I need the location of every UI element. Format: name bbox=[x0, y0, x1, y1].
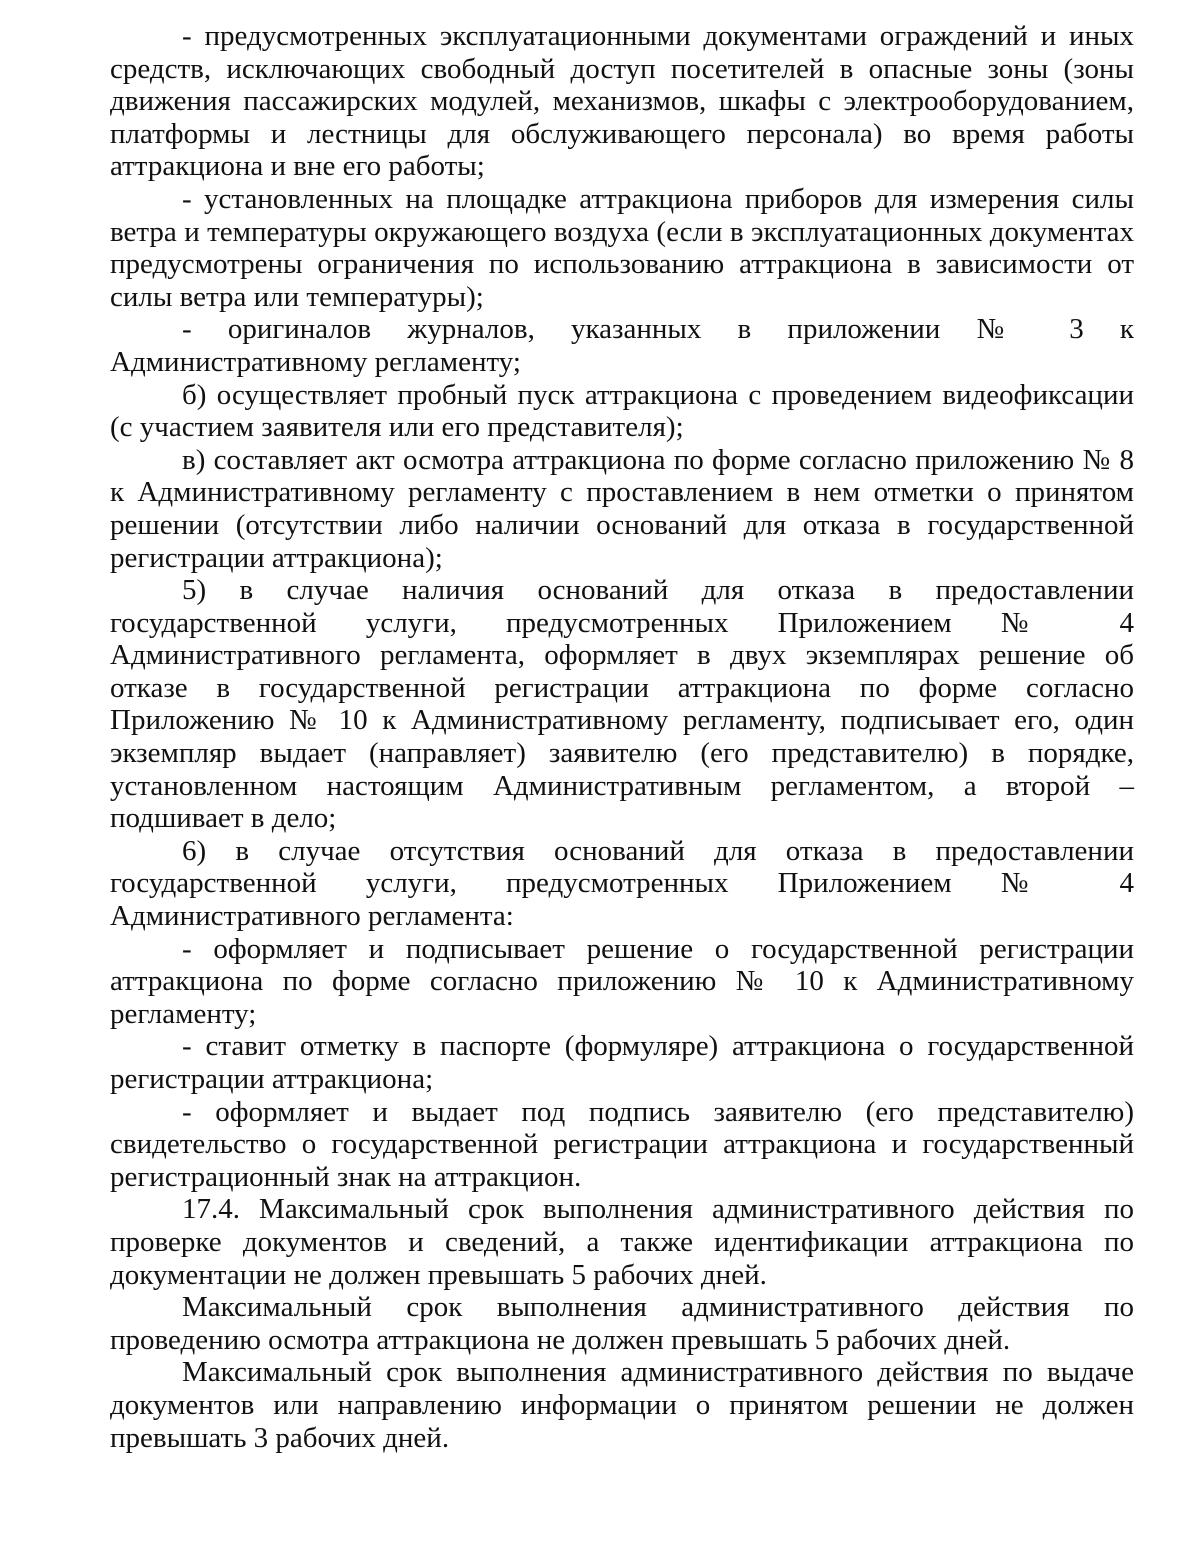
paragraph-17-4: 17.4. Максимальный срок выполнения административного действия по проверке документов и сведений, а также идентификации аттракциона по документации не должен превышать 5 рабочих дней. bbox=[110, 1193, 1134, 1291]
paragraph-refusal: 5) в случае наличия оснований для отказа в предоставлении государственной услуги, предусмотренных Приложением № 4 Административного регламента, оформляет в двух экземплярах решение об отказе в государственной регистрации аттракциона по форме согласно Приложению № 10 к Административному регламенту, подписывает его, один экземпляр выдает (направляет) заявителю (его представителю) в порядке, установленном настоящим Административным регламентом, а второй – подшивает в дело; bbox=[110, 574, 1134, 835]
paragraph-journals: - оригиналов журналов, указанных в приложении № 3 к Административному регламенту; bbox=[110, 313, 1134, 378]
document-page bbox=[110, 20, 1134, 1454]
paragraph-inspection-term: Максимальный срок выполнения административного действия по проведению осмотра аттракциона не должен превышать 5 рабочих дней. bbox=[110, 1291, 1134, 1356]
paragraph-passport-mark: - ставит отметку в паспорте (формуляре) аттракциона о государственной регистрации аттракциона; bbox=[110, 1030, 1134, 1095]
paragraph-certificate: - оформляет и выдает под подпись заявителю (его представителю) свидетельство о государственной регистрации аттракциона и государственный регистрационный знак на аттракцион. bbox=[110, 1095, 1134, 1193]
paragraph-fences: - предусмотренных эксплуатационными документами ограждений и иных средств, исключающих свободный доступ посетителей в опасные зоны (зоны движения пассажирских модулей, механизмов, шкафы с электрооборудованием, платформы и лестницы для обслуживающего персонала) во время работы аттракциона и вне его работы; bbox=[110, 20, 1134, 183]
paragraph-inspection-act: в) составляет акт осмотра аттракциона по форме согласно приложению № 8 к Административному регламенту с проставлением в нем отметки о принятом решении (отсутствии либо наличии оснований для отказа в государственной регистрации аттракциона); bbox=[110, 443, 1134, 574]
paragraph-no-refusal: 6) в случае отсутствия оснований для отказа в предоставлении государственной услуги, предусмотренных Приложением № 4 Административного регламента: bbox=[110, 834, 1134, 933]
paragraph-test-run: б) осуществляет пробный пуск аттракциона с проведением видеофиксации (с участием заявителя или его представителя); bbox=[110, 378, 1134, 444]
paragraph-issue-term: Максимальный срок выполнения административного действия по выдаче документов или направлению информации о принятом решении не должен превышать 3 рабочих дней. bbox=[110, 1356, 1134, 1454]
paragraph-sign-decision: - оформляет и подписывает решение о государственной регистрации аттракциона по форме согласно приложению № 10 к Административному регламенту; bbox=[110, 932, 1134, 1030]
paragraph-wind-instruments: - установленных на площадке аттракциона приборов для измерения силы ветра и температуры окружающего воздуха (если в эксплуатационных документах предусмотрены ограничения по использованию аттракциона в зависимости от силы ветра или температуры); bbox=[110, 182, 1134, 313]
